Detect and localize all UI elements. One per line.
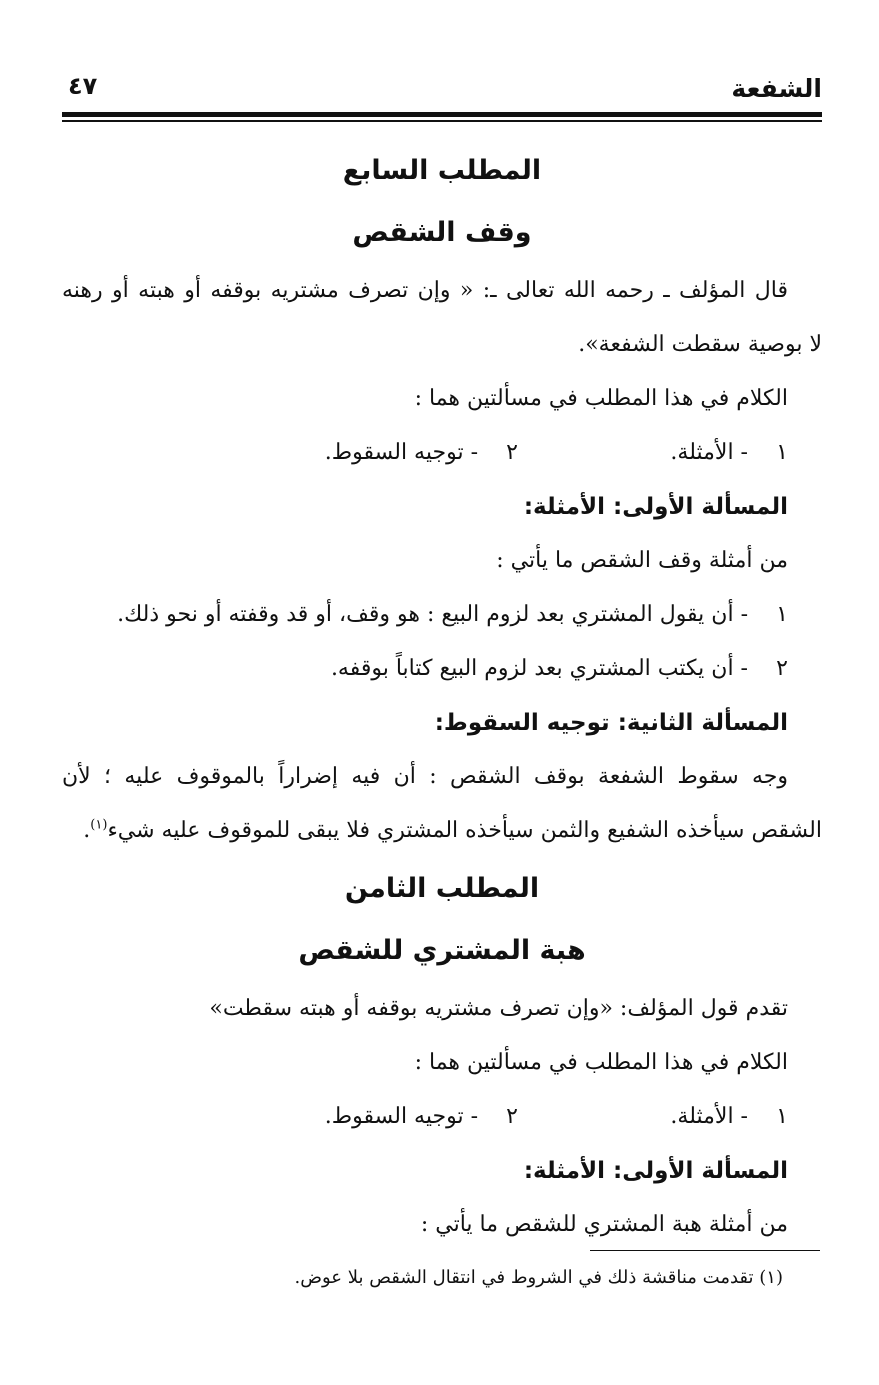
example-1-number: ١: [776, 602, 788, 627]
question2-line2-text: الشقص سيأخذه الشفيع والثمن سيأخذه المشتري فلا يبقى للموقوف عليه شيء: [107, 818, 822, 843]
section8-topic-list: [62, 1090, 822, 1144]
example-2-number: ٢: [776, 656, 788, 681]
s8-topic-item-1-text: - الأمثلة.: [670, 1104, 748, 1129]
topic-item-1: [518, 426, 788, 480]
section7-quote-line2: لا بوصية سقطت الشفعة».: [578, 332, 822, 357]
footnote: (١) تقدمت مناقشة ذلك في الشروط في انتقال الشقص بلا عوض.: [294, 1267, 783, 1288]
page-header: [62, 68, 822, 108]
section8-heading: المطلب الثامن: [344, 873, 540, 904]
topic-item-2-text: - توجيه السقوط.: [324, 440, 478, 465]
footnote-rule: [590, 1250, 820, 1251]
section7-topic-list: [62, 426, 822, 480]
s8-topic-item-2: [218, 1090, 518, 1144]
topic-item-2: [218, 426, 518, 480]
section7-quote-line1: قال المؤلف ـ رحمه الله تعالى ـ: « وإن تصرف مشتريه بوقفه أو هبته أو رهنه: [62, 278, 788, 303]
s8-topic-item-2-number: ٢: [506, 1104, 518, 1129]
section7-question1-intro: من أمثلة وقف الشقص ما يأتي :: [496, 548, 788, 573]
section8-subheading: هبة المشتري للشقص: [298, 935, 586, 966]
example-2-text: - أن يكتب المشتري بعد لزوم البيع كتاباً بوقفه.: [330, 656, 748, 681]
s8-topic-item-1: [518, 1090, 788, 1144]
section7-heading: المطلب السابع: [342, 155, 542, 186]
page-number: ٤٧: [68, 72, 98, 100]
section7-question2-heading: المسألة الثانية: توجيه السقوط:: [434, 710, 788, 736]
s8-topic-item-2-text: - توجيه السقوط.: [324, 1104, 478, 1129]
running-title: الشفعة: [731, 74, 822, 103]
section7-subheading: وقف الشقص: [352, 217, 532, 248]
example-1: [62, 588, 822, 642]
topic-item-1-text: - الأمثلة.: [670, 440, 748, 465]
section7-intro: الكلام في هذا المطلب في مسألتين هما :: [414, 386, 788, 411]
section8-question1-intro: من أمثلة هبة المشتري للشقص ما يأتي :: [420, 1212, 788, 1237]
question2-line2-end: .: [83, 818, 91, 843]
section7-question2-line1: وجه سقوط الشفعة بوقف الشقص : أن فيه إضراراً بالموقوف عليه ؛ لأن: [62, 764, 788, 789]
section8-quote: تقدم قول المؤلف: «وإن تصرف مشتريه بوقفه أو هبته سقطت»: [209, 996, 788, 1021]
section8-intro: الكلام في هذا المطلب في مسألتين هما :: [414, 1050, 788, 1075]
topic-item-2-number: ٢: [506, 440, 518, 465]
topic-item-1-number: ١: [776, 440, 788, 465]
section8-question1-heading: المسألة الأولى: الأمثلة:: [523, 1158, 788, 1184]
example-2: [62, 642, 822, 696]
header-rule-thick: [62, 112, 822, 117]
page-body: [62, 140, 822, 1252]
section7-question1-heading: المسألة الأولى: الأمثلة:: [523, 494, 788, 520]
s8-topic-item-1-number: ١: [776, 1104, 788, 1129]
header-rule-thin: [62, 120, 822, 122]
example-1-text: - أن يقول المشتري بعد لزوم البيع : هو وقف، أو قد وقفته أو نحو ذلك.: [117, 602, 748, 627]
section7-question2-line2: [62, 804, 822, 858]
footnote-marker: (١): [90, 817, 108, 833]
